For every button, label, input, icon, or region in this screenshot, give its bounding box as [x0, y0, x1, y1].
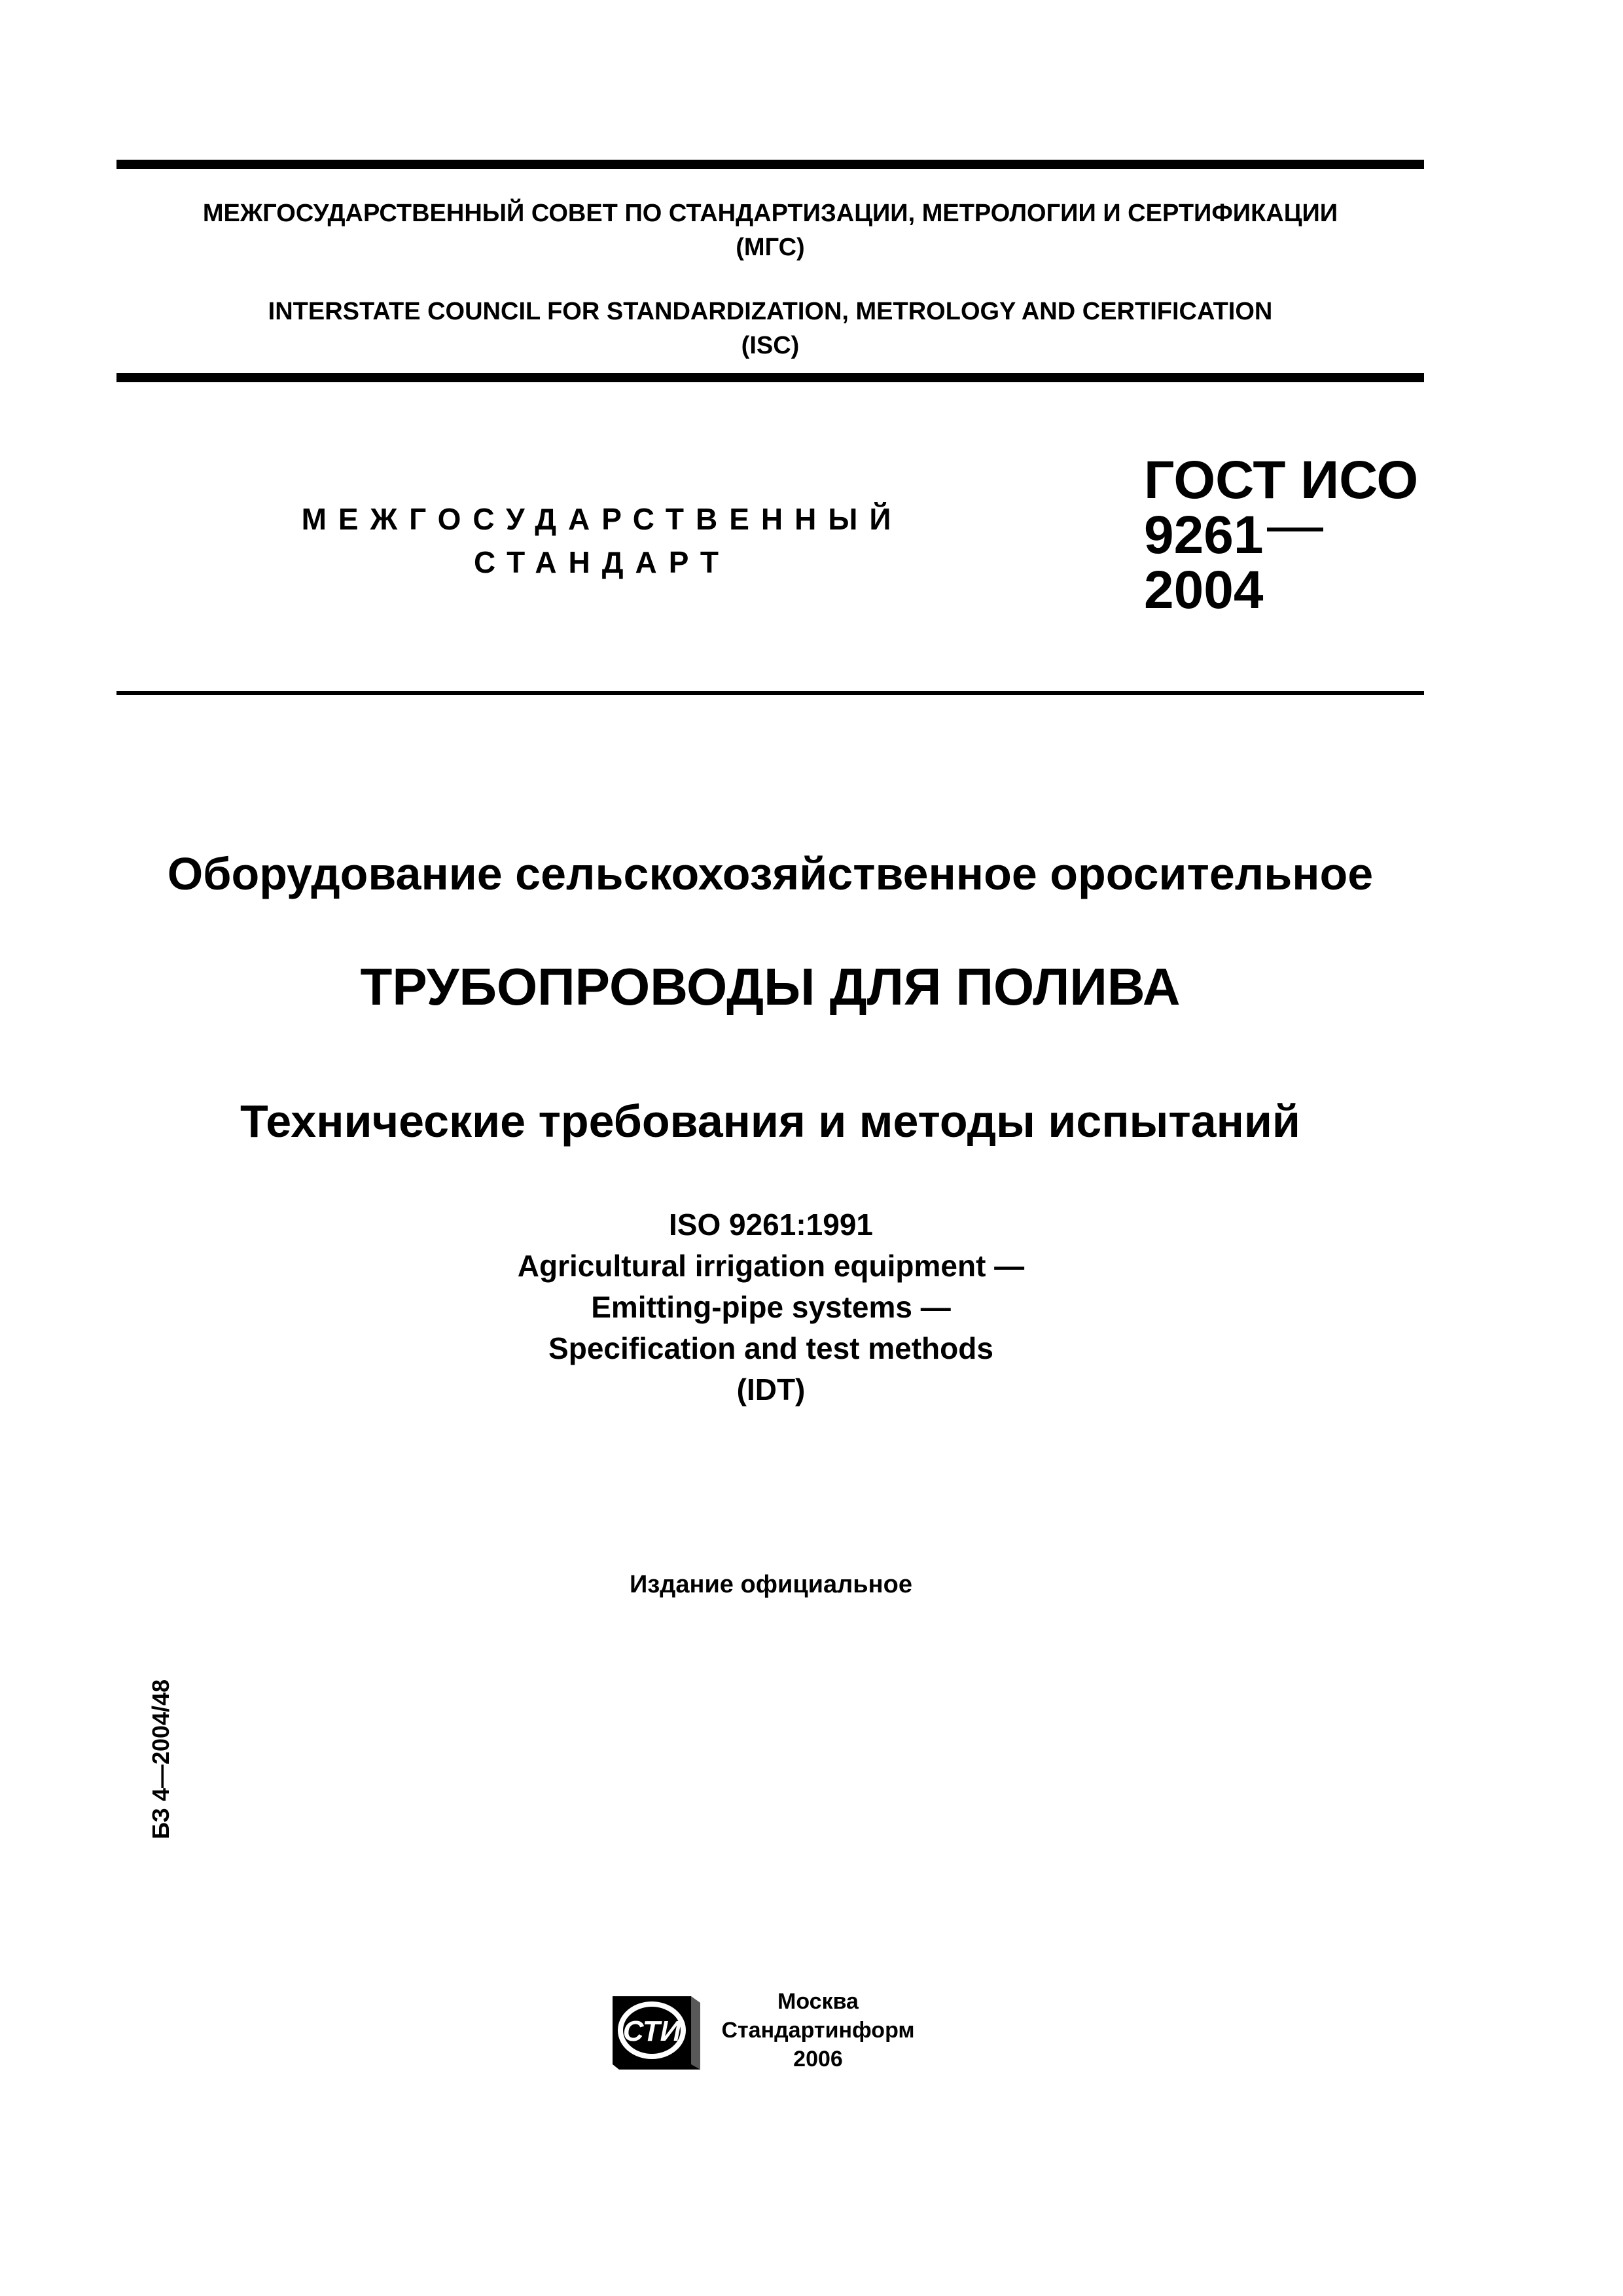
iso-title-line2: Emitting-pipe systems —: [591, 1290, 951, 1324]
title-main: ТРУБОПРОВОДЫ ДЛЯ ПОЛИВА: [360, 958, 1181, 1016]
header-top-rule: [116, 160, 1424, 169]
council-ru: [116, 196, 1424, 264]
designation-dash: [1267, 528, 1323, 531]
publisher-logo-text: СТИ: [622, 2015, 681, 2047]
standard-designation: [1144, 450, 1419, 620]
standard-type-line1: МЕЖГОСУДАРСТВЕННЫЙ: [301, 502, 903, 536]
standard-type-line2: СТАНДАРТ: [474, 545, 730, 579]
iso-reference: [58, 1204, 1484, 1410]
edition-note: Издание официальное: [630, 1571, 912, 1598]
title-sub: Технические требования и методы испытаний: [240, 1096, 1300, 1147]
designation-line3: 2004: [1144, 560, 1264, 620]
council-en-abbr: (ISC): [741, 332, 800, 359]
designation-rule: [116, 691, 1424, 695]
registration-code: БЗ 4—2004/48: [147, 1679, 174, 1839]
iso-equivalence: (IDT): [736, 1372, 806, 1407]
council-ru-name: МЕЖГОСУДАРСТВЕННЫЙ СОВЕТ ПО СТАНДАРТИЗАЦИИ, МЕТРОЛОГИИ И СЕРТИФИКАЦИИ: [202, 200, 1338, 227]
publisher-info: [720, 1987, 916, 2073]
publisher-city: Москва: [777, 1989, 859, 2014]
council-en: [116, 295, 1424, 363]
header-bottom-rule: [116, 373, 1424, 382]
publisher-logo-icon: [610, 1990, 705, 2070]
publisher-name: Стандартинформ: [721, 2018, 915, 2043]
council-en-name: INTERSTATE COUNCIL FOR STANDARDIZATION, METROLOGY AND CERTIFICATION: [268, 298, 1273, 325]
designation-line2: 9261: [1144, 508, 1418, 563]
iso-title-line3: Specification and test methods: [548, 1331, 993, 1365]
council-ru-abbr: (МГС): [736, 234, 805, 261]
iso-number: ISO 9261:1991: [668, 1208, 873, 1242]
publisher-year: 2006: [793, 2047, 843, 2072]
designation-line1: ГОСТ ИСО: [1144, 450, 1419, 510]
title-group: Оборудование сельскохозяйственное оросительное: [167, 848, 1374, 899]
standard-type: [275, 497, 929, 584]
iso-title-line1: Agricultural irrigation equipment —: [517, 1249, 1025, 1283]
